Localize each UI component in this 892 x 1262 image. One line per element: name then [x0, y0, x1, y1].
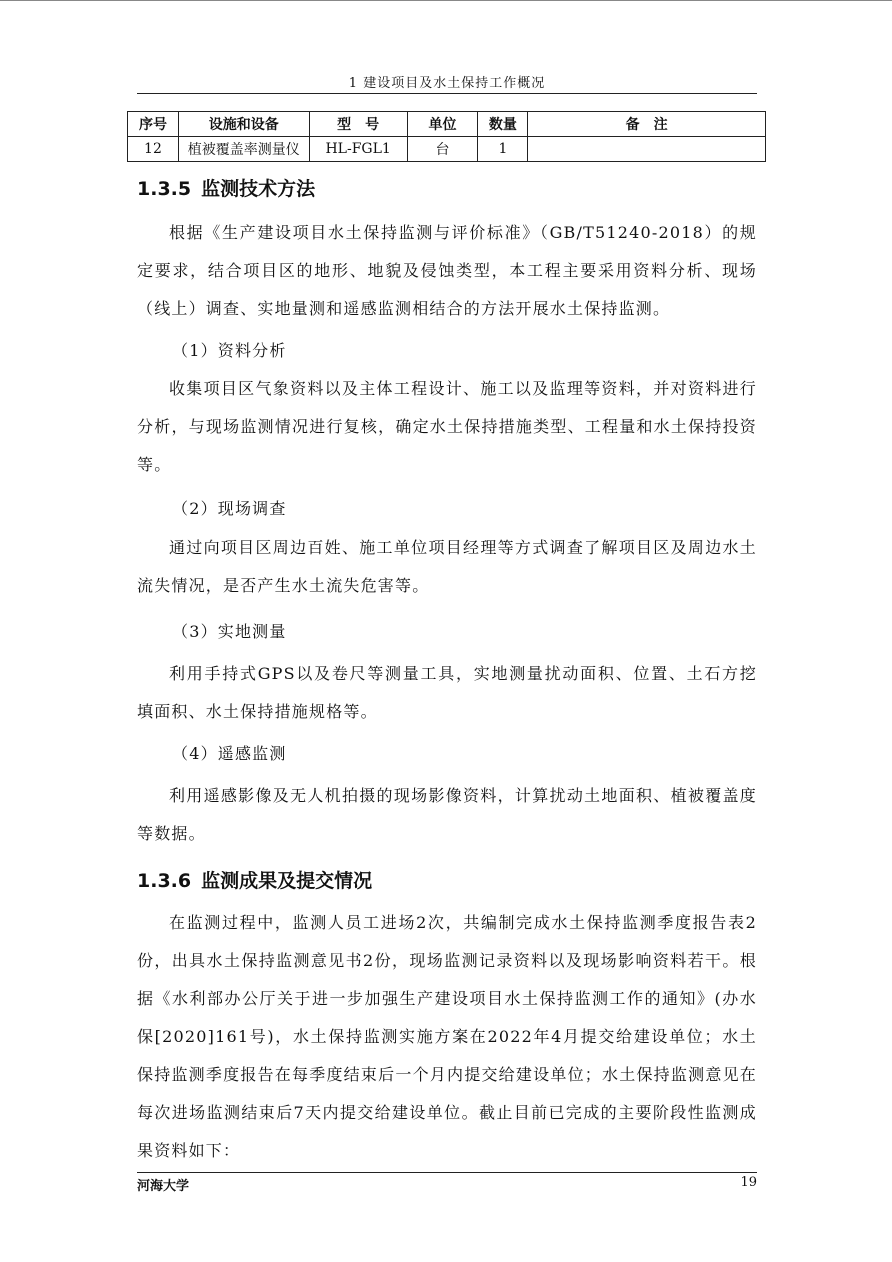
col-header-remarks: 备 注 [528, 112, 766, 137]
section-number: 1.3.5 [137, 178, 192, 200]
table-header-row [128, 112, 766, 137]
paragraph-field-survey: 通过向项目区周边百姓、施工单位项目经理等方式调查了解项目区及周边水土流失情况，是否产生水土流失危害等。 [137, 538, 757, 595]
cell-remarks [528, 137, 766, 162]
section-title: 监测成果及提交情况 [201, 870, 373, 892]
section-number: 1.3.6 [137, 870, 192, 892]
section-title: 监测技术方法 [201, 178, 316, 200]
subheading-remote-sensing: （4）遥感监测 [172, 744, 287, 763]
section-heading-1-3-5 [137, 174, 315, 201]
cell-equipment: 植被覆盖率测量仪 [178, 137, 309, 162]
paragraph-data-analysis: 收集项目区气象资料以及主体工程设计、施工以及监理等资料，并对资料进行分析，与现场监测情况进行复核，确定水土保持措施类型、工程量和水土保持投资等。 [137, 379, 757, 474]
subheading-field-measurement: （3）实地测量 [172, 622, 287, 641]
page-number: 19 [740, 1175, 757, 1190]
col-header-quantity: 数量 [478, 112, 528, 137]
cell-quantity: 1 [478, 137, 528, 162]
subheading-data-analysis: （1）资料分析 [172, 341, 287, 360]
cell-unit: 台 [407, 137, 478, 162]
footer-rule [137, 1172, 757, 1173]
paragraph-field-measurement: 利用手持式GPS以及卷尺等测量工具，实地测量扰动面积、位置、土石方挖填面积、水土保持措施规格等。 [137, 664, 757, 721]
intro-paragraph: 根据《生产建设项目水土保持监测与评价标准》（GB/T51240-2018）的规定要求，结合项目区的地形、地貌及侵蚀类型，本工程主要采用资料分析、现场（线上）调查、实地量测和遥感监测相结合的方法开展水土保持监测。 [137, 223, 757, 318]
col-header-model: 型 号 [309, 112, 407, 137]
paragraph-remote-sensing: 利用遥感影像及无人机拍摄的现场影像资料，计算扰动土地面积、植被覆盖度等数据。 [137, 786, 757, 843]
header-rule [137, 93, 757, 94]
col-header-unit: 单位 [407, 112, 478, 137]
equipment-table [127, 111, 766, 162]
cell-index: 12 [128, 137, 179, 162]
running-header: 1 建设项目及水土保持工作概况 [348, 76, 546, 91]
col-header-equipment: 设施和设备 [178, 112, 309, 137]
cell-model: HL-FGL1 [309, 137, 407, 162]
footer-organization: 河海大学 [137, 1179, 190, 1194]
table-row [128, 137, 766, 162]
section-heading-1-3-6 [137, 866, 372, 893]
page-top-border [0, 0, 892, 1]
subheading-field-survey: （2）现场调查 [172, 499, 287, 518]
col-header-index: 序号 [128, 112, 179, 137]
results-paragraph: 在监测过程中，监测人员工进场2次，共编制完成水土保持监测季度报告表2份，出具水土保持监测意见书2份，现场监测记录资料以及现场影响资料若干。根据《水利部办公厅关于进一步加强生产建设项目水土保持监测工作的通知》(办水保[2020]161号)，水土保持监测实施方案在2022年4月提交给建设单位；水土保持监测季度报告在每季度结束后一个月内提交给建设单位；水土保持监测意见在每次进场监测结束后7天内提交给建设单位。截止目前已完成的主要阶段性监测成果资料如下： [137, 913, 757, 1160]
